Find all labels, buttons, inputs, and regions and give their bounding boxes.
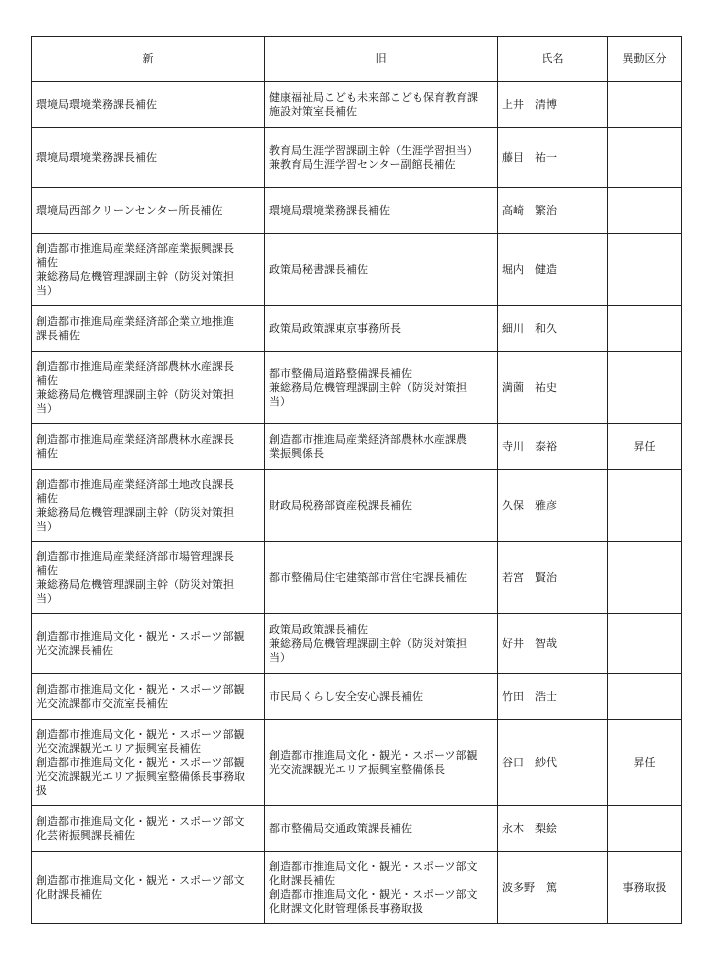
table-row [32, 128, 682, 188]
old-position-cell: 政策局政策課長補佐 兼総務局危機管理課副主幹（防災対策担 当） [265, 614, 498, 674]
old-position-cell: 教育局生涯学習課副主幹（生涯学習担当） 兼教育局生涯学習センター副館長補佐 [265, 128, 498, 188]
table-row [32, 614, 682, 674]
transfer-type-cell [608, 806, 682, 852]
new-position-cell: 環境局環境業務課長補佐 [32, 128, 265, 188]
old-position-cell: 創造都市推進局文化・観光・スポーツ部観 光交流課観光エリア振興室整備係長 [265, 720, 498, 806]
new-position-cell: 創造都市推進局産業経済部土地改良課長 補佐 兼総務局危機管理課副主幹（防災対策担 当） [32, 470, 265, 542]
transfer-type-cell [608, 542, 682, 614]
new-position-cell: 創造都市推進局文化・観光・スポーツ部観 光交流課観光エリア振興室長補佐 創造都市推進局文化・観光・スポーツ部観 光交流課観光エリア振興室整備係長事務取 扱 [32, 720, 265, 806]
transfer-type-cell: 昇任 [608, 720, 682, 806]
name-cell: 谷口 紗代 [498, 720, 608, 806]
old-position-cell: 都市整備局道路整備課長補佐 兼総務局危機管理課副主幹（防災対策担 当） [265, 352, 498, 424]
transfer-type-cell [608, 128, 682, 188]
name-cell: 好井 智哉 [498, 614, 608, 674]
table-row [32, 720, 682, 806]
name-cell: 寺川 泰裕 [498, 424, 608, 470]
transfer-type-cell [608, 674, 682, 720]
table-row [32, 234, 682, 306]
name-cell: 若宮 賢治 [498, 542, 608, 614]
table-row [32, 352, 682, 424]
old-position-cell: 政策局秘書課長補佐 [265, 234, 498, 306]
transfer-type-cell [608, 352, 682, 424]
name-cell: 高崎 繁治 [498, 188, 608, 234]
new-position-cell: 創造都市推進局文化・観光・スポーツ部文 化芸術振興課長補佐 [32, 806, 265, 852]
transfer-type-cell [608, 306, 682, 352]
new-position-cell: 創造都市推進局産業経済部農林水産課長 補佐 [32, 424, 265, 470]
name-cell: 満薗 祐史 [498, 352, 608, 424]
table-row [32, 674, 682, 720]
old-position-cell: 都市整備局交通政策課長補佐 [265, 806, 498, 852]
header-name: 氏名 [498, 37, 608, 82]
transfer-type-cell: 事務取扱 [608, 852, 682, 924]
transfer-type-cell [608, 234, 682, 306]
transfer-type-cell [608, 82, 682, 128]
new-position-cell: 創造都市推進局文化・観光・スポーツ部観 光交流課都市交流室長補佐 [32, 674, 265, 720]
header-old: 旧 [265, 37, 498, 82]
transfer-type-cell: 昇任 [608, 424, 682, 470]
table-row [32, 188, 682, 234]
new-position-cell: 創造都市推進局産業経済部農林水産課長 補佐 兼総務局危機管理課副主幹（防災対策担 当） [32, 352, 265, 424]
name-cell: 藤目 祐一 [498, 128, 608, 188]
old-position-cell: 創造都市推進局文化・観光・スポーツ部文 化財課長補佐 創造都市推進局文化・観光・スポーツ部文 化財課文化財管理係長事務取扱 [265, 852, 498, 924]
new-position-cell: 環境局環境業務課長補佐 [32, 82, 265, 128]
transfer-type-cell [608, 470, 682, 542]
transfer-type-cell [608, 614, 682, 674]
new-position-cell: 環境局西部クリーンセンター所長補佐 [32, 188, 265, 234]
name-cell: 波多野 篤 [498, 852, 608, 924]
transfer-type-cell [608, 188, 682, 234]
old-position-cell: 健康福祉局こども未来部こども保育教育課 施設対策室長補佐 [265, 82, 498, 128]
old-position-cell: 市民局くらし安全安心課長補佐 [265, 674, 498, 720]
name-cell: 竹田 浩士 [498, 674, 608, 720]
table-row [32, 82, 682, 128]
name-cell: 永木 梨絵 [498, 806, 608, 852]
table-row [32, 424, 682, 470]
new-position-cell: 創造都市推進局産業経済部産業振興課長 補佐 兼総務局危機管理課副主幹（防災対策担 当） [32, 234, 265, 306]
name-cell: 細川 和久 [498, 306, 608, 352]
personnel-change-table [31, 36, 682, 924]
name-cell: 久保 雅彦 [498, 470, 608, 542]
name-cell: 上井 清博 [498, 82, 608, 128]
name-cell: 堀内 健造 [498, 234, 608, 306]
old-position-cell: 政策局政策課東京事務所長 [265, 306, 498, 352]
old-position-cell: 都市整備局住宅建築部市営住宅課長補佐 [265, 542, 498, 614]
table-row [32, 852, 682, 924]
header-new: 新 [32, 37, 265, 82]
new-position-cell: 創造都市推進局文化・観光・スポーツ部観 光交流課長補佐 [32, 614, 265, 674]
header-transfer-type: 異動区分 [608, 37, 682, 82]
old-position-cell: 創造都市推進局産業経済部農林水産課農 業振興係長 [265, 424, 498, 470]
new-position-cell: 創造都市推進局文化・観光・スポーツ部文 化財課長補佐 [32, 852, 265, 924]
old-position-cell: 環境局環境業務課長補佐 [265, 188, 498, 234]
table-row [32, 306, 682, 352]
header-row [32, 37, 682, 82]
table-row [32, 542, 682, 614]
table-row [32, 470, 682, 542]
new-position-cell: 創造都市推進局産業経済部市場管理課長 補佐 兼総務局危機管理課副主幹（防災対策担 当） [32, 542, 265, 614]
old-position-cell: 財政局税務部資産税課長補佐 [265, 470, 498, 542]
table-row [32, 806, 682, 852]
new-position-cell: 創造都市推進局産業経済部企業立地推進 課長補佐 [32, 306, 265, 352]
